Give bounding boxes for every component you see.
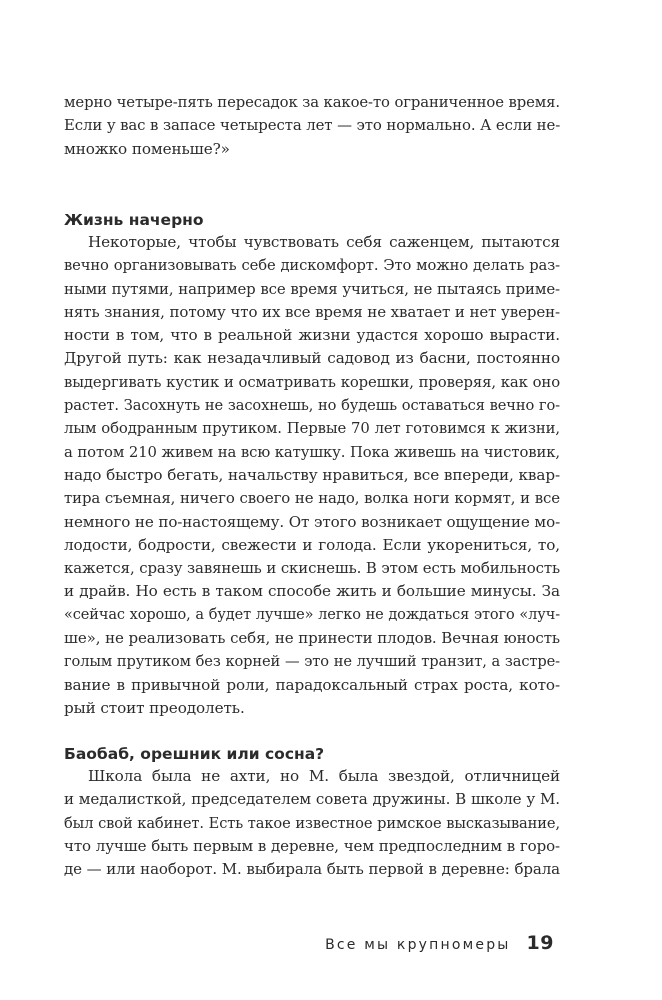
section-heading-baobab: Баобаб, орешник или сосна? xyxy=(64,745,325,763)
text-line: кажется, сразу завянешь и скиснешь. В этом есть мобильность xyxy=(64,559,560,578)
text-line: немного не по-настоящему. От этого возникает ощущение мо- xyxy=(64,512,560,531)
text-line: множко поменьше?» xyxy=(64,139,230,158)
text-line: и драйв. Но есть в таком способе жить и большие минусы. За xyxy=(64,582,560,601)
text-line: де — или наоборот. М. выбирала быть первой в деревне: брала xyxy=(64,860,560,879)
text-line: вание в привычной роли, парадоксальный страх роста, кото- xyxy=(64,675,560,694)
text-line: голым прутиком без корней — это не лучший транзит, а застре- xyxy=(64,653,560,671)
section1-paragraph xyxy=(64,231,560,720)
text-line: Другой путь: как незадачливый садовод из басни, постоянно xyxy=(64,349,560,368)
text-line: ными путями, например все время учиться, не пытаясь приме- xyxy=(64,279,560,298)
text-line: вечно организовывать себе дискомфорт. Это можно делать раз- xyxy=(64,257,560,275)
text-line: и медалисткой, председателем совета дружины. В школе у М. xyxy=(64,790,560,809)
text-line: рый стоит преодолеть. xyxy=(64,698,245,717)
text-line: был свой кабинет. Есть такое известное римское высказывание, xyxy=(64,814,560,832)
text-line: выдергивать кустик и осматривать корешки, проверяя, как оно xyxy=(64,373,560,391)
text-line: Некоторые, чтобы чувствовать себя саженцем, пытаются xyxy=(88,233,560,251)
section-heading-zhizn-nacherno: Жизнь начерно xyxy=(64,211,204,229)
text-line: растет. Засохнуть не засохнешь, но будешь оставаться вечно го- xyxy=(64,397,560,415)
text-line: надо быстро бегать, начальству нравиться, все впереди, квар- xyxy=(64,465,560,484)
running-head: Все мы крупномеры xyxy=(325,937,511,953)
intro-paragraph xyxy=(64,91,560,161)
text-line: лодости, бодрости, свежести и голода. Если укорениться, то, xyxy=(64,535,560,554)
text-line: что лучше быть первым в деревне, чем предпоследним в горо- xyxy=(64,836,560,855)
text-line: ности в том, что в реальной жизни удастся хорошо вырасти. xyxy=(64,326,560,345)
text-line: мерно четыре-пять пересадок за какое-то ограниченное время. xyxy=(64,94,560,111)
page-number: 19 xyxy=(526,932,554,954)
text-line: тира съемная, ничего своего не надо, волка ноги кормят, и все xyxy=(64,489,560,508)
text-line: ше», не реализовать себя, не принести плодов. Вечная юность xyxy=(64,629,560,648)
text-line: «сейчас хорошо, а будет лучше» легко не дождаться этого «луч- xyxy=(64,606,560,623)
page-footer xyxy=(325,930,554,956)
text-line: лым ободранным прутиком. Первые 70 лет готовимся к жизни, xyxy=(64,420,560,438)
text-line: нять знания, потому что их все время не хватает и нет уверен- xyxy=(64,302,560,321)
text-line: Если у вас в запасе четыреста лет — это нормально. А если не- xyxy=(64,116,560,135)
text-line: Школа была не ахти, но М. была звездой, отличницей xyxy=(88,767,560,785)
text-line: а потом 210 живем на всю катушку. Пока живешь на чистовик, xyxy=(64,443,560,461)
section2-paragraph xyxy=(64,765,560,881)
